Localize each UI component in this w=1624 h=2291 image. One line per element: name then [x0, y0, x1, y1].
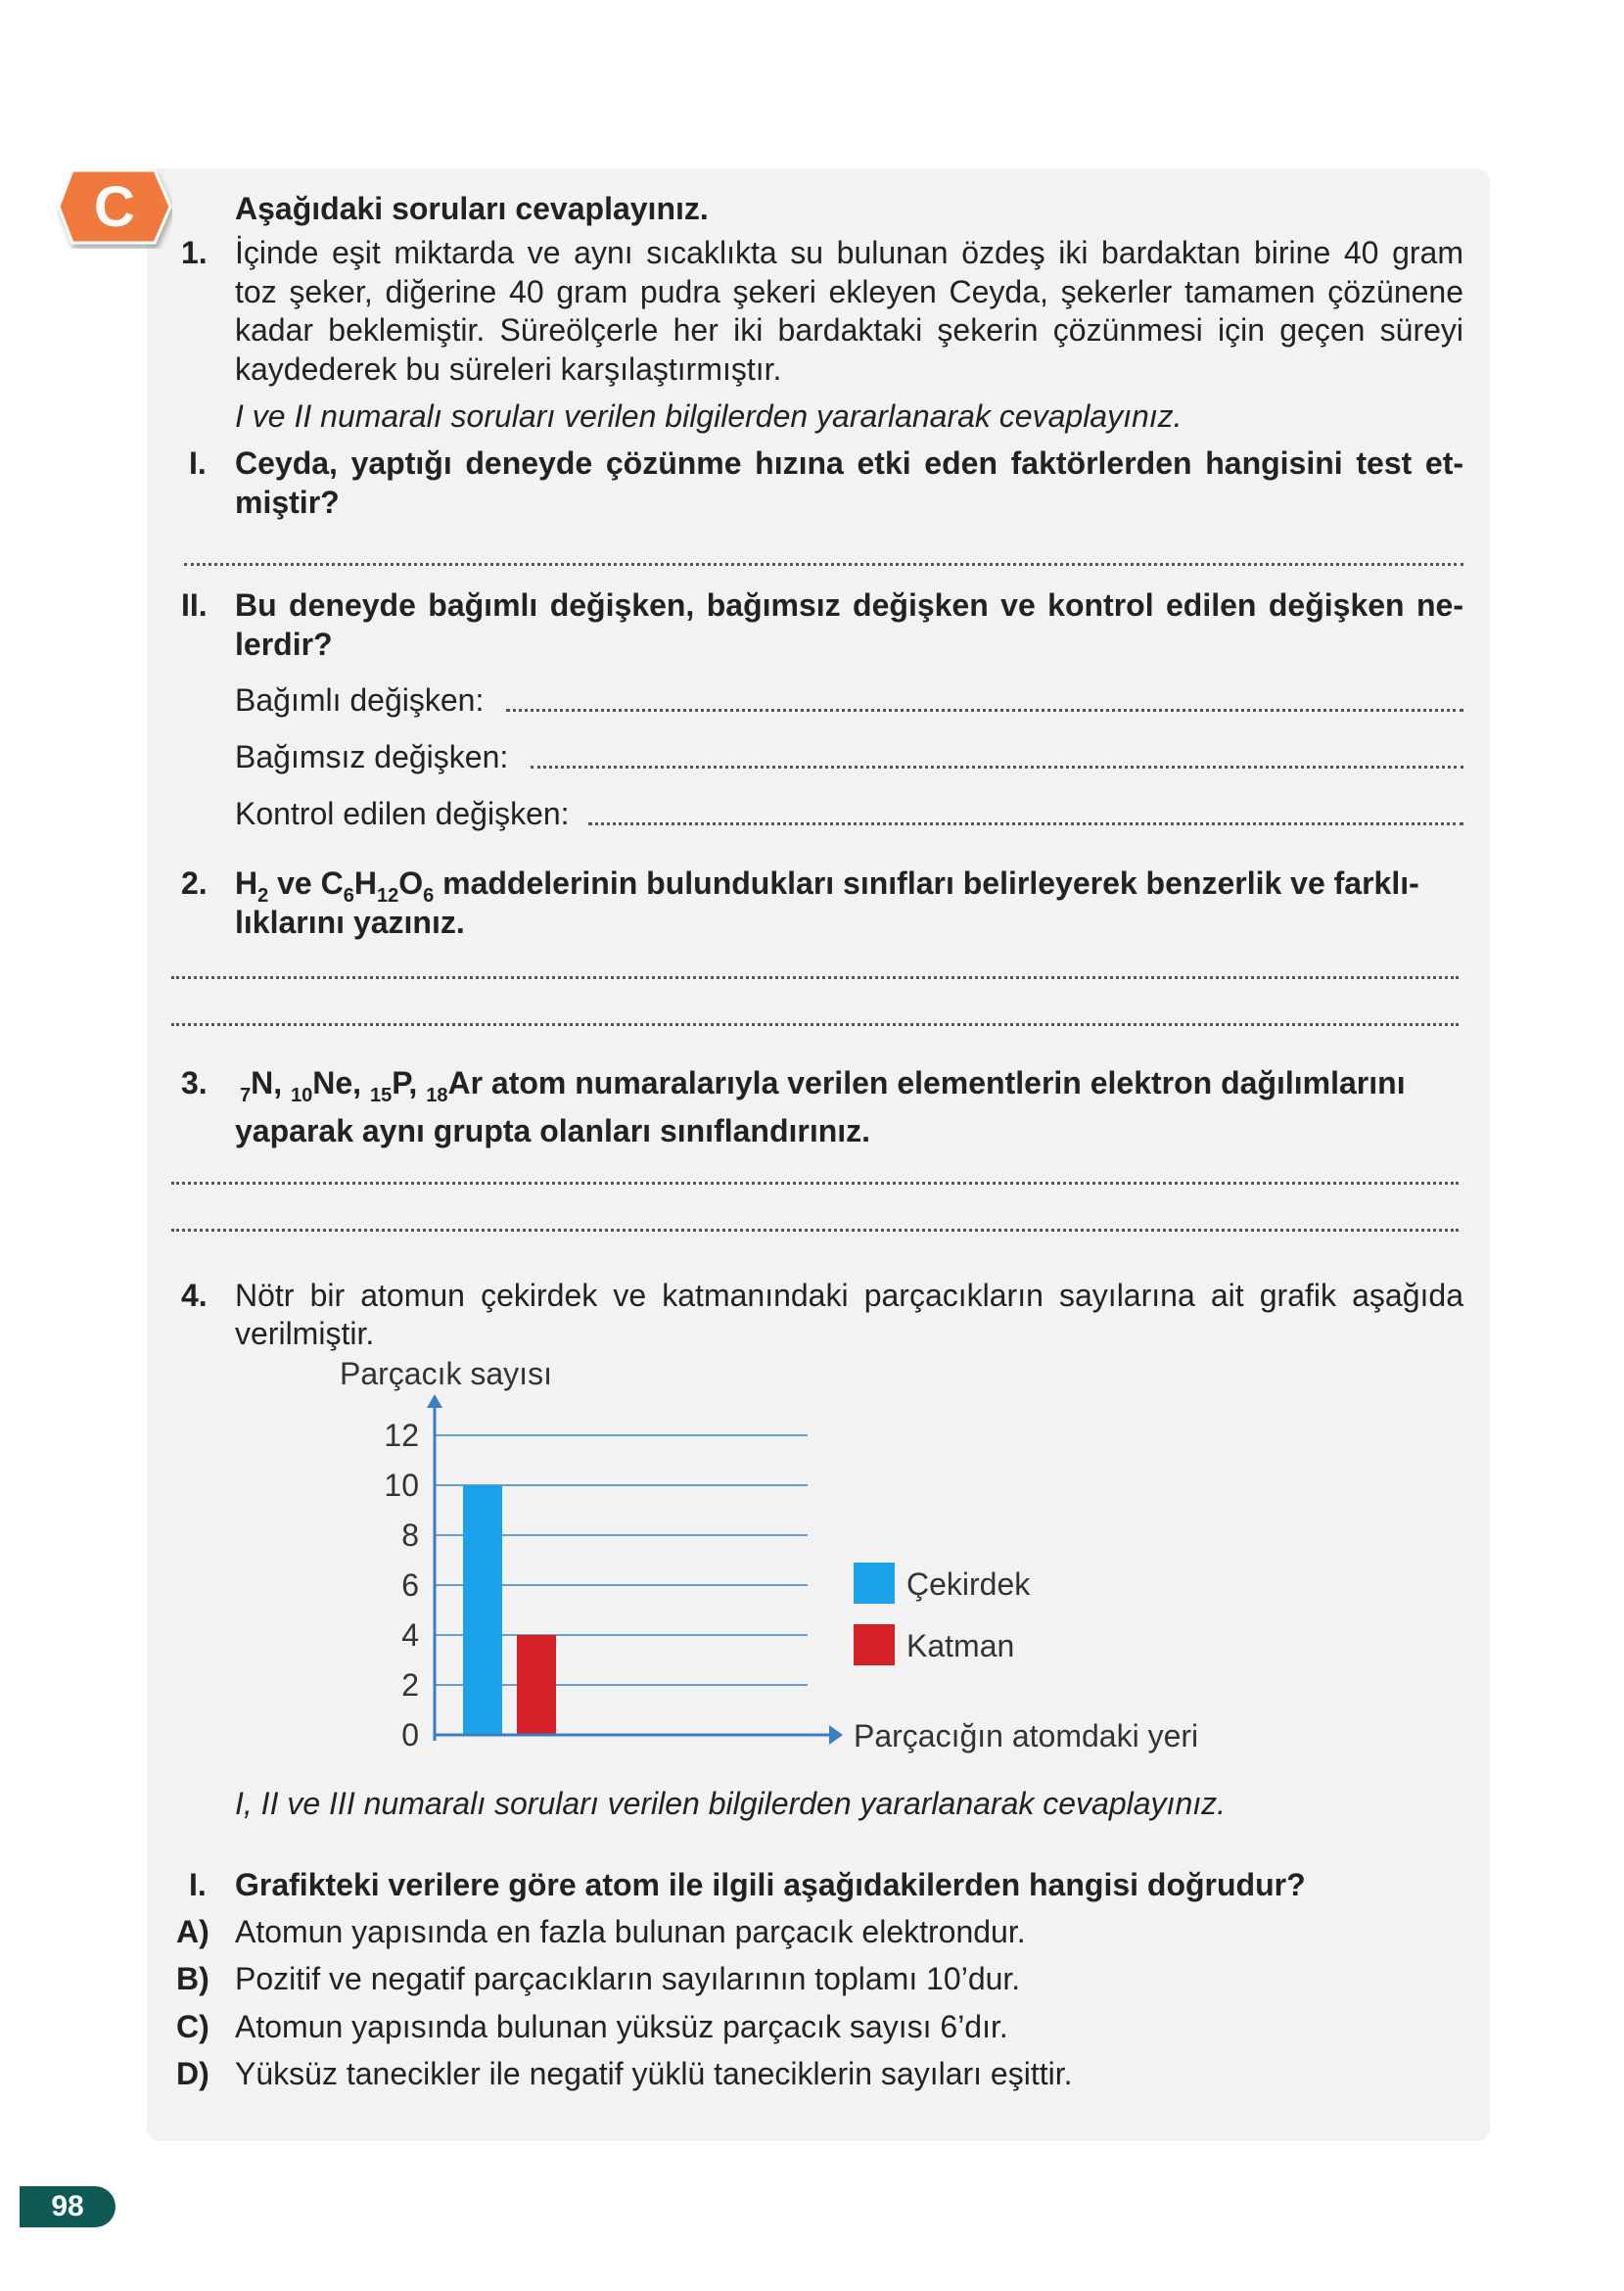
q3-line-2: yaparak aynı grupta olanları sınıflandırınız.	[235, 1113, 871, 1148]
q4-sub1-number: I.	[189, 1867, 207, 1902]
dependent-variable-label: Bağımlı değişken:	[235, 682, 485, 718]
x-axis-label: Parçacığın atomdaki yeri	[854, 1718, 1199, 1753]
q2-line-1: $H_2$ ve $C_6H_{12}O_6$ maddelerinin bulundukları sınıfları belirleyerek benzerlik ve farklı-	[235, 865, 1419, 907]
controlled-variable-answer-line[interactable]	[588, 822, 1463, 825]
q4-instruction: I, II ve III numaralı soruları verilen bilgilerden yararlanarak cevaplayınız.	[235, 1786, 1227, 1821]
page-number: 98	[20, 2186, 116, 2227]
q1-instruction: I ve II numaralı soruları verilen bilgilerden yararlanarak cevaplayınız.	[235, 398, 1183, 434]
y-tick-label: 0	[401, 1717, 419, 1753]
dependent-variable-answer-line[interactable]	[506, 709, 1463, 712]
answer-line[interactable]	[171, 976, 1459, 979]
y-tick-label: 10	[384, 1468, 419, 1503]
option-c-text[interactable]: Atomun yapısında bulunan yüksüz parçacık sayısı 6’dır.	[235, 2009, 1008, 2044]
q2-line-2: lıklarını yazınız.	[235, 905, 465, 940]
option-d-text[interactable]: Yüksüz tanecikler ile negatif yüklü taneciklerin sayıları eşittir.	[235, 2056, 1073, 2091]
legend-swatch	[854, 1624, 895, 1665]
q1-sub1-line-2: miştir?	[235, 485, 340, 520]
controlled-variable-label: Kontrol edilen değişken:	[235, 796, 570, 831]
y-axis-label: Parçacık sayısı	[340, 1356, 552, 1391]
q1-line-3: kadar beklemiştir. Süreölçerle her iki bardaktaki şekerin çözünmesi için geçen süreyi	[235, 312, 1463, 348]
q1-number: 1.	[181, 235, 208, 270]
option-d-letter[interactable]: D)	[176, 2056, 209, 2091]
particle-count-chart	[323, 1351, 1253, 1772]
option-b-letter[interactable]: B)	[176, 1961, 209, 1996]
y-axis-arrow-icon	[427, 1394, 442, 1408]
q3-number: 3.	[181, 1065, 208, 1100]
answer-line[interactable]	[171, 1182, 1459, 1185]
q1-sub2-line-2: lerdir?	[235, 627, 333, 662]
x-axis-arrow-icon	[829, 1725, 843, 1745]
bar-katman	[517, 1635, 556, 1735]
legend-label: Katman	[906, 1628, 1015, 1663]
q3-line-1: $_7$N, $_{10}$Ne, $_{15}$P, $_{18}$Ar atom numaralarıyla verilen elementlerin elektron dağılımlarını	[240, 1065, 1406, 1106]
independent-variable-answer-line[interactable]	[531, 766, 1463, 769]
legend-label: Çekirdek	[906, 1566, 1031, 1602]
y-tick-label: 12	[384, 1418, 419, 1453]
section-letter: C	[94, 174, 135, 239]
q1-sub1-number: I.	[189, 445, 207, 481]
independent-variable-label: Bağımsız değişken:	[235, 739, 509, 774]
q1-line-2: toz şeker, diğerine 40 gram pudra şekeri ekleyen Ceyda, şekerler tamamen çözünene	[235, 274, 1463, 309]
answer-line[interactable]	[171, 1229, 1459, 1232]
option-a-text[interactable]: Atomun yapısında en fazla bulunan parçacık elektrondur.	[235, 1914, 1026, 1949]
option-a-letter[interactable]: A)	[176, 1914, 209, 1949]
option-c-letter[interactable]: C)	[176, 2009, 209, 2044]
intro-heading: Aşağıdaki soruları cevaplayınız.	[235, 191, 709, 226]
q2-number: 2.	[181, 865, 208, 901]
q1-line-4: kaydederek bu süreleri karşılaştırmıştır.	[235, 351, 782, 387]
option-b-text[interactable]: Pozitif ve negatif parçacıkların sayılarının toplamı 10’dur.	[235, 1961, 1021, 1996]
bar-cekirdek	[463, 1485, 502, 1735]
q4-number: 4.	[181, 1278, 208, 1313]
section-badge	[57, 164, 172, 249]
answer-line[interactable]	[171, 1023, 1459, 1026]
q1-sub1-line-1: Ceyda, yaptığı deneyde çözünme hızına etki eden faktörlerden hangisini test et-	[235, 445, 1463, 481]
legend-swatch	[854, 1563, 895, 1604]
y-tick-label: 6	[401, 1567, 419, 1603]
q1-sub2-number: II.	[181, 587, 208, 623]
y-tick-label: 2	[401, 1667, 419, 1703]
y-tick-label: 4	[401, 1617, 419, 1653]
y-tick-label: 8	[401, 1518, 419, 1553]
q4-line-2: verilmiştir.	[235, 1316, 375, 1351]
q4-sub1-question: Grafikteki verilere göre atom ile ilgili aşağıdakilerden hangisi doğrudur?	[235, 1867, 1306, 1902]
q1-line-1: İçinde eşit miktarda ve aynı sıcaklıkta su bulunan özdeş iki bardaktan birine 40 gram	[235, 235, 1463, 270]
q1-sub2-line-1: Bu deneyde bağımlı değişken, bağımsız değişken ve kontrol edilen değişken ne-	[235, 587, 1463, 623]
answer-line[interactable]	[184, 563, 1463, 566]
q4-line-1: Nötr bir atomun çekirdek ve katmanındaki parçacıkların sayılarına ait grafik aşağıda	[235, 1278, 1463, 1313]
